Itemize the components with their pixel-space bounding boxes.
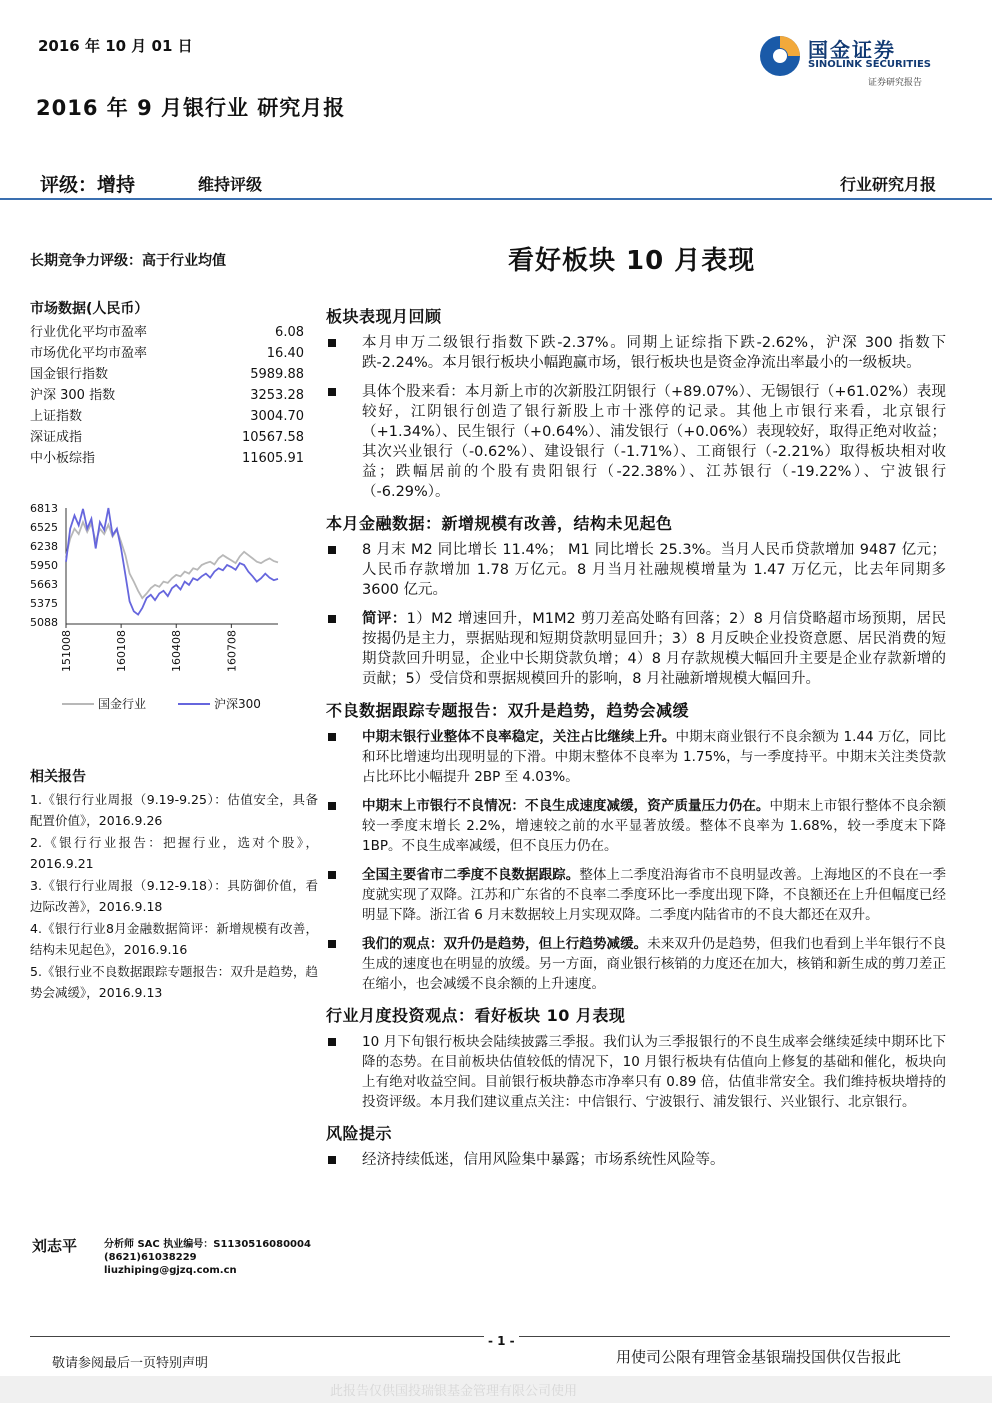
- chart-y-tick-label: 5375: [30, 597, 58, 610]
- related-report-item[interactable]: 2.《银行行业报告：把握行业，选对个股》，2016.9.21: [30, 835, 318, 871]
- chart-series-line-1: [66, 508, 278, 615]
- analyst-phone: (8621)61038229: [104, 1252, 197, 1263]
- bullet-lead: 中期末银行业整体不良率稳定，关注占比继续上升。: [362, 729, 676, 745]
- index-chart: [26, 496, 312, 726]
- section-heading: 行业月度投资观点：看好板块 10 月表现: [326, 1006, 626, 1025]
- bullet-square-icon: [328, 871, 336, 879]
- market-data-table: [30, 322, 304, 469]
- related-report-item[interactable]: 4.《银行行业8月金融数据简评：新增规模有改善，结构未见起色》，2016.9.16: [30, 921, 318, 957]
- bullet-text: 1）M2 增速回升，M1M2 剪刀差高处略有回落；2）8 月信贷略超市场预期，居民按揭仍是主力，票据贴现和短期贷款明显回升；3）8 月反映企业投资意愿、居民消费的短期贷款回升明显，企业中长期贷款负增；4）8 月存款规模大幅回升主要是企业存款新增的贡献；5）受信贷和票据规模回升的影响，8 月社融新增规模大幅回升。: [362, 611, 946, 687]
- market-row: [30, 364, 304, 385]
- bullet-item: [326, 934, 946, 994]
- bullet-square-icon: [328, 1038, 336, 1046]
- logo-en: SINOLINK SECURITIES: [808, 59, 931, 70]
- market-row: [30, 385, 304, 406]
- rating-status: 维持评级: [198, 175, 263, 194]
- section-heading: 不良数据跟踪专题报告：双升是趋势，趋势会减缓: [326, 701, 690, 720]
- market-row-value: 3253.28: [250, 388, 304, 403]
- bullet-item: [326, 796, 946, 856]
- bullet-text: 未来双升仍是趋势，但我们也看到上半年银行不良生成的速度也在明显的放缓。另一方面，商业银行核销的力度还在加大，核销和新生成的剪刀差正在缩小，也会减缓不良余额的上升速度。: [362, 936, 946, 992]
- chart-x-tick-label: 160108: [115, 630, 129, 672]
- report-title: 2016 年 9 月银行业 研究月报: [36, 96, 346, 120]
- chart-x-tick-label: 151008: [60, 630, 73, 672]
- bullet-square-icon: [328, 546, 336, 554]
- headline: 看好板块 10 月表现: [508, 246, 756, 276]
- market-row-label: 市场优化平均市盈率: [30, 346, 148, 361]
- section-heading: 风险提示: [326, 1124, 393, 1143]
- section-heading: 板块表现月回顾: [326, 307, 442, 326]
- disclaimer-note: 敬请参阅最后一页特别声明: [52, 1356, 209, 1371]
- bullet-text: 中期末上市银行整体不良余额较一季度末增长 2.2%，增速较之前的水平显著放缓。整体不良率为 1.68%，较一季度末下降 1BP。不良生成率减缓，但不良压力仍在。: [362, 798, 946, 854]
- market-row: [30, 448, 304, 469]
- legend-label-1: 沪深300: [214, 697, 261, 711]
- bullet-item: [326, 1150, 946, 1170]
- page-number: - 1 -: [484, 1334, 519, 1348]
- bullet-item: [326, 1032, 946, 1112]
- analyst-info: [104, 1238, 311, 1277]
- long-term-rating: 长期竞争力评级：高于行业均值: [30, 253, 226, 269]
- index-chart-svg: [26, 496, 312, 726]
- market-row-label: 深证成指: [30, 430, 83, 445]
- watermark: 此报告仅供国投瑞银基金管理有限公司使用: [330, 1384, 578, 1399]
- market-row-label: 中小板综指: [30, 451, 96, 466]
- rating-label: 评级：增持: [40, 174, 136, 196]
- bullet-item: [326, 609, 946, 689]
- market-row-value: 6.08: [275, 325, 304, 340]
- analyst-cert: 分析师 SAC 执业编号：S1130516080004: [104, 1239, 311, 1250]
- bullet-lead: 中期末上市银行不良情况：不良生成速度减缓，资产质量压力仍在。: [362, 798, 770, 814]
- bullet-text: 整体上二季度沿海省市不良明显改善。上海地区的不良在一季度就实现了双降。江苏和广东省的不良率二季度环比一季度出现下降，不良额还在上升但幅度已经明显下降。浙江省 6 月末数据较上月实现双降。二季度内陆省市的不良大都还在双升。: [362, 867, 947, 923]
- logo-subtitle: 证券研究报告: [868, 78, 923, 88]
- related-report-item[interactable]: 1.《银行行业周报（9.19-9.25）：估值安全，具备配置价值》，2016.9.26: [30, 792, 318, 828]
- bullet-item: [326, 333, 946, 373]
- related-reports-title: 相关报告: [30, 769, 86, 785]
- bullet-lead: 我们的观点：双升仍是趋势，但上行趋势减缓。: [362, 936, 648, 952]
- market-row-value: 16.40: [266, 346, 304, 361]
- bullet-square-icon: [328, 802, 336, 810]
- legend-label-0: 国金行业: [98, 697, 147, 711]
- bullet-square-icon: [328, 615, 336, 623]
- analyst-email[interactable]: liuzhiping@gjzq.com.cn: [104, 1265, 237, 1276]
- market-row-value: 5989.88: [250, 367, 304, 382]
- market-row: [30, 343, 304, 364]
- chart-y-tick-label: 5088: [30, 616, 58, 629]
- market-row-value: 11605.91: [241, 451, 304, 466]
- related-report-item[interactable]: 3.《银行行业周报（9.12-9.18）：具防御价值，看边际改善》，2016.9.18: [30, 878, 318, 914]
- header-divider: [0, 198, 992, 200]
- bullet-item: [326, 382, 946, 502]
- market-row-label: 国金银行指数: [30, 367, 109, 382]
- bullet-lead: 全国主要省市二季度不良数据跟踪。: [362, 867, 580, 883]
- bullet-text: 中期末商业银行不良余额为 1.44 万亿，同比和环比增速均出现明显的下滑。中期末整体不良率为 1.75%，与一季度持平。中期末关注类贷款占比环比小幅提升 2BP 至 4.03%。: [362, 729, 947, 785]
- chart-y-tick-label: 5663: [30, 578, 58, 591]
- bullet-text: 本月申万二级银行指数下跌-2.37%。同期上证综指下跌-2.62%，沪深 300 指数下跌-2.24%。本月银行板块小幅跑赢市场，银行板块也是资金净流出率最小的一级板块。: [362, 335, 946, 371]
- bullet-text: 10 月下旬银行板块会陆续披露三季报。我们认为三季报银行的不良生成率会继续延续中期环比下降的态势。在目前板块估值较低的情况下，10 月银行板块有估值向上修复的基础和催化，板块向上有绝对收益空间。目前银行板块静态市净率只有 0.89 倍，估值非常安全。我们维持板块增持的投资评级。本月我们建议重点关注：中信银行、宁波银行、浦发银行、兴业银行、北京银行。: [362, 1034, 946, 1110]
- main-content: [326, 302, 946, 1179]
- market-row-value: 3004.70: [250, 409, 304, 424]
- analyst-name: 刘志平: [32, 1237, 78, 1255]
- bullet-square-icon: [328, 940, 336, 948]
- bullet-item: [326, 865, 946, 925]
- market-row: [30, 406, 304, 427]
- chart-y-tick-label: 5950: [30, 559, 58, 572]
- section-heading: 本月金融数据：新增规模有改善，结构未见起色: [326, 514, 673, 533]
- chart-y-tick-label: 6525: [30, 521, 58, 534]
- market-row-label: 行业优化平均市盈率: [30, 325, 148, 340]
- bullet-text: 8 月末 M2 同比增长 11.4%； M1 同比增长 25.3%。当月人民币贷款增加 9487 亿元；人民币存款增加 1.78 万亿元。8 月当月社融规模增量为 1.47 万亿元，比去年同期多 3600 亿元。: [362, 542, 946, 598]
- market-row: [30, 427, 304, 448]
- chart-x-tick-label: 160708: [225, 630, 239, 672]
- market-row-label: 上证指数: [30, 409, 83, 424]
- market-row-value: 10567.58: [241, 430, 304, 445]
- footer-license: 用使司公限有理管金基银瑞投国供仅告报此: [616, 1348, 902, 1366]
- related-report-item[interactable]: 5.《银行业不良数据跟踪专题报告：双升是趋势，趋势会减缓》，2016.9.13: [30, 964, 318, 1000]
- chart-x-tick-label: 160408: [170, 630, 184, 672]
- bullet-text: 经济持续低迷，信用风险集中暴露；市场系统性风险等。: [362, 1152, 725, 1168]
- report-type: 行业研究月报: [839, 175, 936, 194]
- bullet-lead: 简评：: [362, 611, 407, 627]
- bullet-item: [326, 540, 946, 600]
- related-reports-list: [30, 790, 318, 1005]
- market-row-label: 沪深 300 指数: [30, 388, 116, 403]
- bullet-text: 具体个股来看：本月新上市的次新股江阴银行（+89.07%）、无锡银行（+61.02%）表现较好，江阴银行创造了银行新股上市十涨停的记录。其他上市银行来看，北京银行（+1.34%）、民生银行（+0.64%）、浦发银行（+0.06%）表现较好，取得正绝对收益；其次兴业银行（-0.62%）、建设银行（-1.71%）、工商银行（-2.21%）取得板块相对收益；跌幅居前的个股有贵阳银行（-22.38%）、江苏银行（-19.22%）、宁波银行（-6.29%）。: [362, 384, 946, 500]
- logo-cn: 国金证券: [808, 38, 896, 62]
- bullet-square-icon: [328, 733, 336, 741]
- bullet-item: [326, 727, 946, 787]
- bullet-square-icon: [328, 1156, 336, 1164]
- market-data-title: 市场数据(人民币）: [30, 301, 149, 317]
- report-date: 2016 年 10 月 01 日: [38, 37, 193, 55]
- bullet-square-icon: [328, 388, 336, 396]
- chart-y-tick-label: 6813: [30, 502, 58, 515]
- bullet-square-icon: [328, 339, 336, 347]
- market-row: [30, 322, 304, 343]
- logo-mark-icon: [756, 32, 804, 80]
- chart-y-tick-label: 6238: [30, 540, 58, 553]
